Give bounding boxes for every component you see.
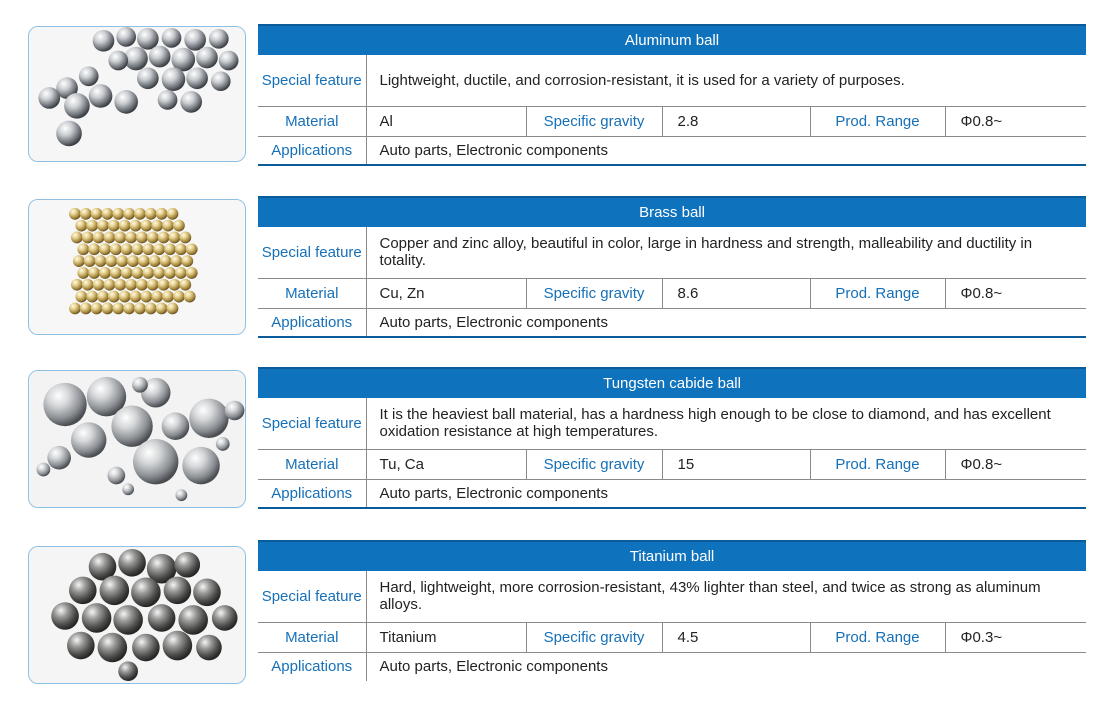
prod-range-label: Prod. Range [810,106,945,136]
aluminum-balls-photo [28,26,246,162]
applications-label: Applications [258,308,366,337]
material-label: Material [258,278,366,308]
specific-gravity-value: 15 [662,449,810,479]
applications-label: Applications [258,479,366,508]
material-label: Material [258,106,366,136]
product-title: Titanium ball [258,541,1086,571]
tungsten-balls-image [29,371,245,507]
special-feature-text: Hard, lightweight, more corrosion-resistant, 43% lighter than steel, and twice as strong as aluminum alloys. [366,571,1086,622]
brass-balls-image [29,200,245,334]
specific-gravity-label: Specific gravity [526,106,662,136]
prod-range-label: Prod. Range [810,278,945,308]
prod-range-value: Φ0.8~ [945,106,1086,136]
applications-value: Auto parts, Electronic components [366,479,1086,508]
product-title: Aluminum ball [258,25,1086,55]
specific-gravity-label: Specific gravity [526,278,662,308]
titanium-balls-photo [28,546,246,684]
special-feature-label: Special feature [258,55,366,106]
material-label: Material [258,449,366,479]
special-feature-text: Lightweight, ductile, and corrosion-resistant, it is used for a variety of purposes. [366,55,1086,106]
specific-gravity-value: 4.5 [662,622,810,652]
special-feature-text: Copper and zinc alloy, beautiful in color, large in hardness and strength, malleability and ductility in totality. [366,227,1086,278]
material-value: Al [366,106,526,136]
specific-gravity-label: Specific gravity [526,622,662,652]
prod-range-value: Φ0.8~ [945,278,1086,308]
specific-gravity-value: 8.6 [662,278,810,308]
prod-range-value: Φ0.3~ [945,622,1086,652]
special-feature-label: Special feature [258,227,366,278]
special-feature-label: Special feature [258,398,366,449]
brass-spec-table [258,196,1086,338]
titanium-balls-image [29,547,245,683]
applications-value: Auto parts, Electronic components [379,658,608,676]
prod-range-value: Φ0.8~ [945,449,1086,479]
prod-range-label: Prod. Range [810,622,945,652]
specific-gravity-label: Specific gravity [526,449,662,479]
material-value: Titanium [366,622,526,652]
applications-value: Auto parts, Electronic components [366,136,1086,165]
specific-gravity-value: 2.8 [662,106,810,136]
brass-balls-photo [28,199,246,335]
applications-label: Applications [258,136,366,165]
prod-range-label: Prod. Range [810,449,945,479]
material-value: Tu, Ca [366,449,526,479]
aluminum-spec-table [258,24,1086,166]
special-feature-text: It is the heaviest ball material, has a hardness high enough to be close to diamond, and has excellent oxidation resistance at high temperatures. [366,398,1086,449]
applications-value: Auto parts, Electronic components [366,308,1086,337]
applications-label: Applications [258,652,366,681]
product-title: Tungsten cabide ball [258,368,1086,398]
tungsten-spec-table [258,367,1086,509]
aluminum-balls-image [29,27,245,161]
special-feature-label: Special feature [258,571,366,622]
titanium-spec-table [258,540,1086,681]
material-label: Material [258,622,366,652]
material-value: Cu, Zn [366,278,526,308]
tungsten-balls-photo [28,370,246,508]
product-title: Brass ball [258,197,1086,227]
